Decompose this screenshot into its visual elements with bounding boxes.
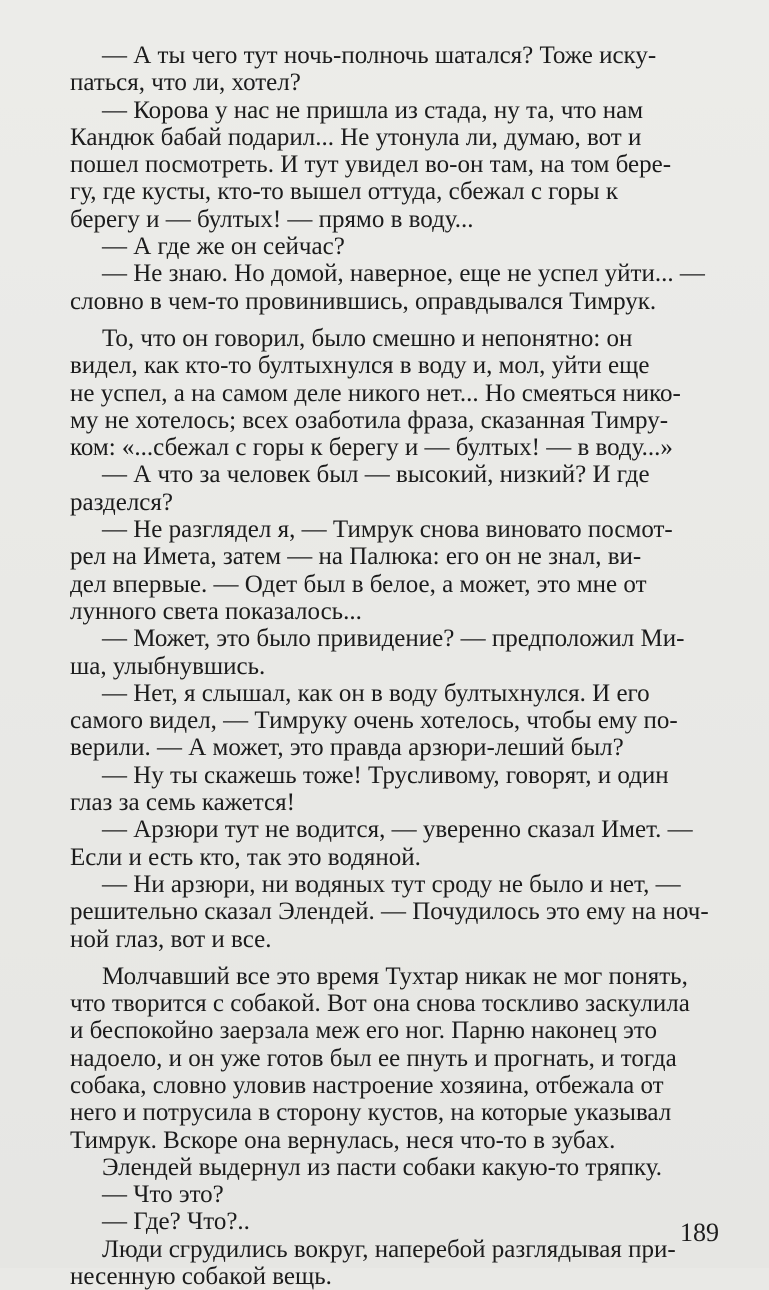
paragraph: — А где же он сейчас? xyxy=(102,233,345,261)
paragraph: — Арзюри тут не водится, — уверенно сказал Имет. — Если и есть кто, так это водяной. xyxy=(70,816,693,871)
paragraph: — Не разглядел я, — Тимрук снова виновато посмот- рел на Имета, затем — на Палюка: его он не знал, ви- дел впервые. — Одет был в белое, а может, это мне от лунного света показалось... xyxy=(70,516,673,625)
paragraph: — Корова у нас не пришла из стада, ну та, что нам Кандюк бабай подарил... Не утонула ли, думаю, вот и пошел посмотреть. И тут увидел во-он там, на том бере- гу, где кусты, кто-то вышел оттуда, сбежал с горы к берегу и — бултых! — прямо в воду... xyxy=(70,96,672,233)
paragraph: Молчавший все это время Тухтар никак не мог понять, что творится с собакой. Вот она снова тоскливо заскулила и беспокойно заерзала меж его ног. Парню наконец это надоело, и он уже готов был ее пнуть и прогнать, и тогда собака, словно уловив настроение хозяина, отбежала от него и потрусила в сторону кустов, на которые указывал Тимрук. Вскоре она вернулась, неся что-то в зубах. xyxy=(70,962,690,1154)
paragraph: — А ты чего тут ночь-полночь шатался? Тоже иску- паться, что ли, хотел? xyxy=(70,42,657,97)
paragraph: — Где? Что?.. xyxy=(102,1208,250,1236)
paragraph: — Не знаю. Но домой, наверное, еще не успел уйти... — словно в чем-то провинившись, оправдывался Тимрук. xyxy=(70,260,705,315)
paragraph: — Нет, я слышал, как он в воду бултыхнулся. И его самого видел, — Тимруку очень хотелось, чтобы ему по- верили. — А может, это правда арзюри-леший был? xyxy=(70,679,678,762)
paragraph: — Может, это было привидение? — предположил Ми- ша, улыбнувшись. xyxy=(70,625,685,680)
paragraph: — Что это? xyxy=(102,1181,224,1209)
paragraph: — Ни арзюри, ни водяных тут сроду не было и нет, — решительно сказал Элендей. — Почудилось это ему на ноч- ной глаз, вот и все. xyxy=(70,870,709,953)
paragraph: То, что он говорил, было смешно и непонятно: он видел, как кто-то бултыхнулся в воду и, мол, уйти еще не успел, а на самом деле никого нет... Но смеяться нико- му не хотелось; всех озаботила фраза, сказанная Тимру- ком: «...сбежал с горы к берегу и — бултых! — в воду...» xyxy=(70,324,681,462)
page-body-text xyxy=(70,42,724,1290)
paragraph: Элендей выдернул из пасти собаки какую-то тряпку. xyxy=(102,1153,662,1181)
paragraph: Люди сгрудились вокруг, наперебой разглядывая при- несенную собакой вещь. xyxy=(70,1235,676,1290)
paragraph: — А что за человек был — высокий, низкий? И где разделся? xyxy=(70,461,650,516)
page-number: 189 xyxy=(680,1218,719,1247)
paragraph: — Ну ты скажешь тоже! Трусливому, говорят, и один глаз за семь кажется! xyxy=(70,761,669,817)
